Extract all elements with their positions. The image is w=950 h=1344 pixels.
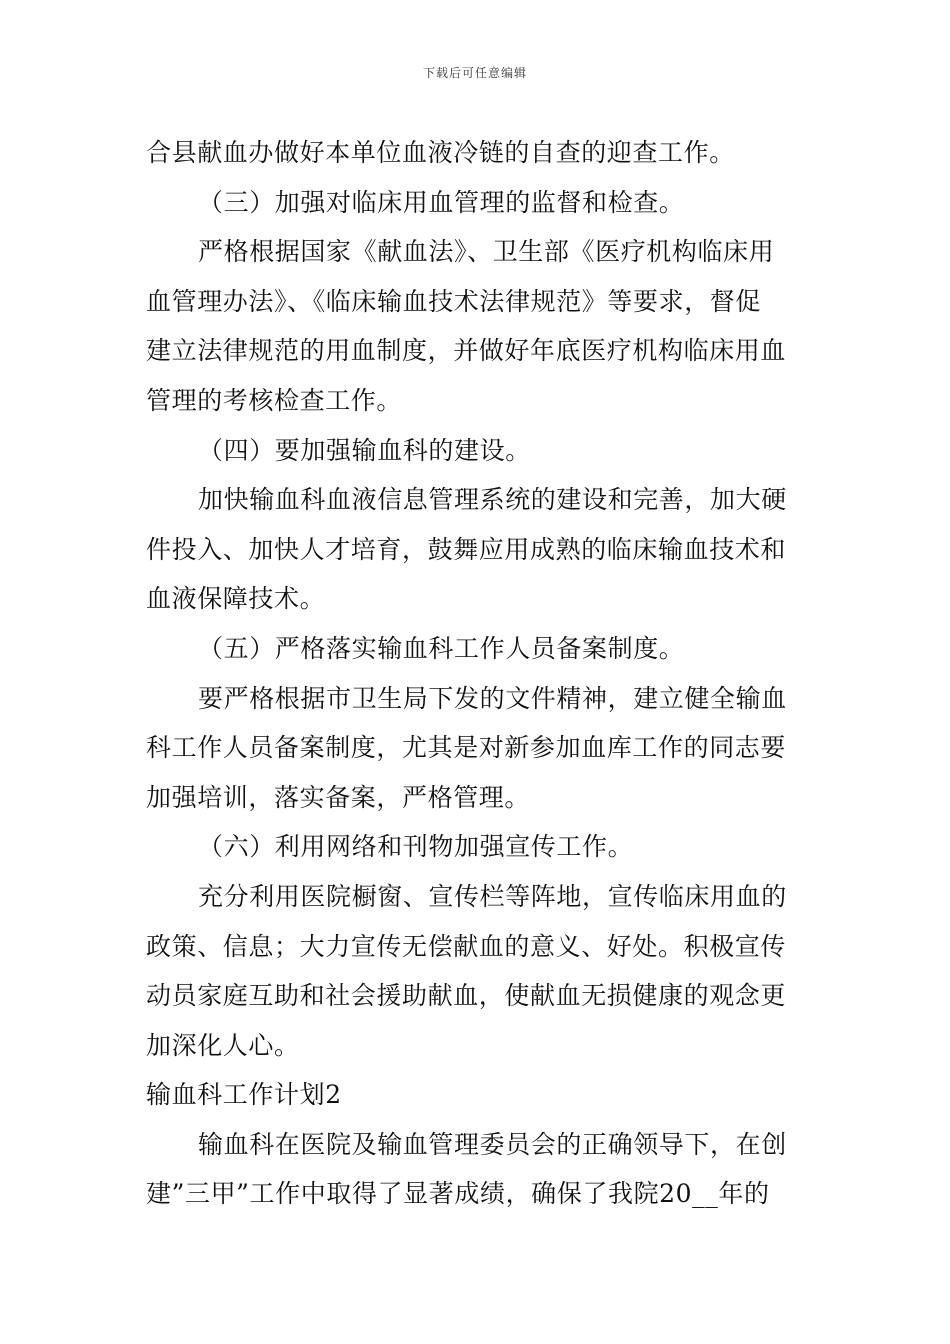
text-line: 件投入、加快人才培育，鼓舞应用成熟的临床输血技术和 <box>146 534 787 564</box>
text-line: 充分利用医院橱窗、宣传栏等阵地，宣传临床用血的 <box>198 881 787 911</box>
document-title: 输血科工作计划2 <box>146 1080 342 1110</box>
section-heading: （六）利用网络和刊物加强宣传工作。 <box>198 832 634 862</box>
text-line: 血管理办法》、《临床输血技术法律规范》等要求，督促 <box>146 286 762 316</box>
text-line: 输血科在医院及输血管理委员会的正确领导下，在创 <box>198 1129 787 1159</box>
text-line: 管理的考核检查工作。 <box>146 385 403 415</box>
text-line: 血液保障技术。 <box>146 584 326 614</box>
text-line: 严格根据国家《献血法》、卫生部《医疗机构临床用 <box>198 237 775 267</box>
page-header: 下载后可任意编辑 <box>422 66 527 80</box>
text-line: 加快输血科血液信息管理系统的建设和完善，加大硬 <box>198 485 787 515</box>
text-line: 加强培训，落实备案，严格管理。 <box>146 782 531 812</box>
text-line: 要严格根据市卫生局下发的文件精神，建立健全输血 <box>198 683 787 713</box>
text-line: 加深化人心。 <box>146 1030 300 1060</box>
text-line: 建”三甲”工作中取得了显著成绩，确保了我院20__年的 <box>146 1179 770 1209</box>
section-heading: （五）严格落实输血科工作人员备案制度。 <box>198 633 685 663</box>
text-line: 动员家庭互助和社会援助献血，使献血无损健康的观念更 <box>146 981 787 1011</box>
text-line: 科工作人员备案制度，尤其是对新参加血库工作的同志要 <box>146 733 787 763</box>
text-line: 政策、信息；大力宣传无偿献血的意义、好处。积极宣传 <box>146 931 787 961</box>
section-heading: （三）加强对临床用血管理的监督和检查。 <box>198 187 685 217</box>
text-line: 合县献血办做好本单位血液冷链的自查的迎查工作。 <box>146 138 735 167</box>
document-body <box>146 128 810 1219</box>
section-heading: （四）要加强输血科的建设。 <box>198 435 531 465</box>
text-line: 建立法律规范的用血制度，并做好年底医疗机构临床用血 <box>146 336 787 366</box>
